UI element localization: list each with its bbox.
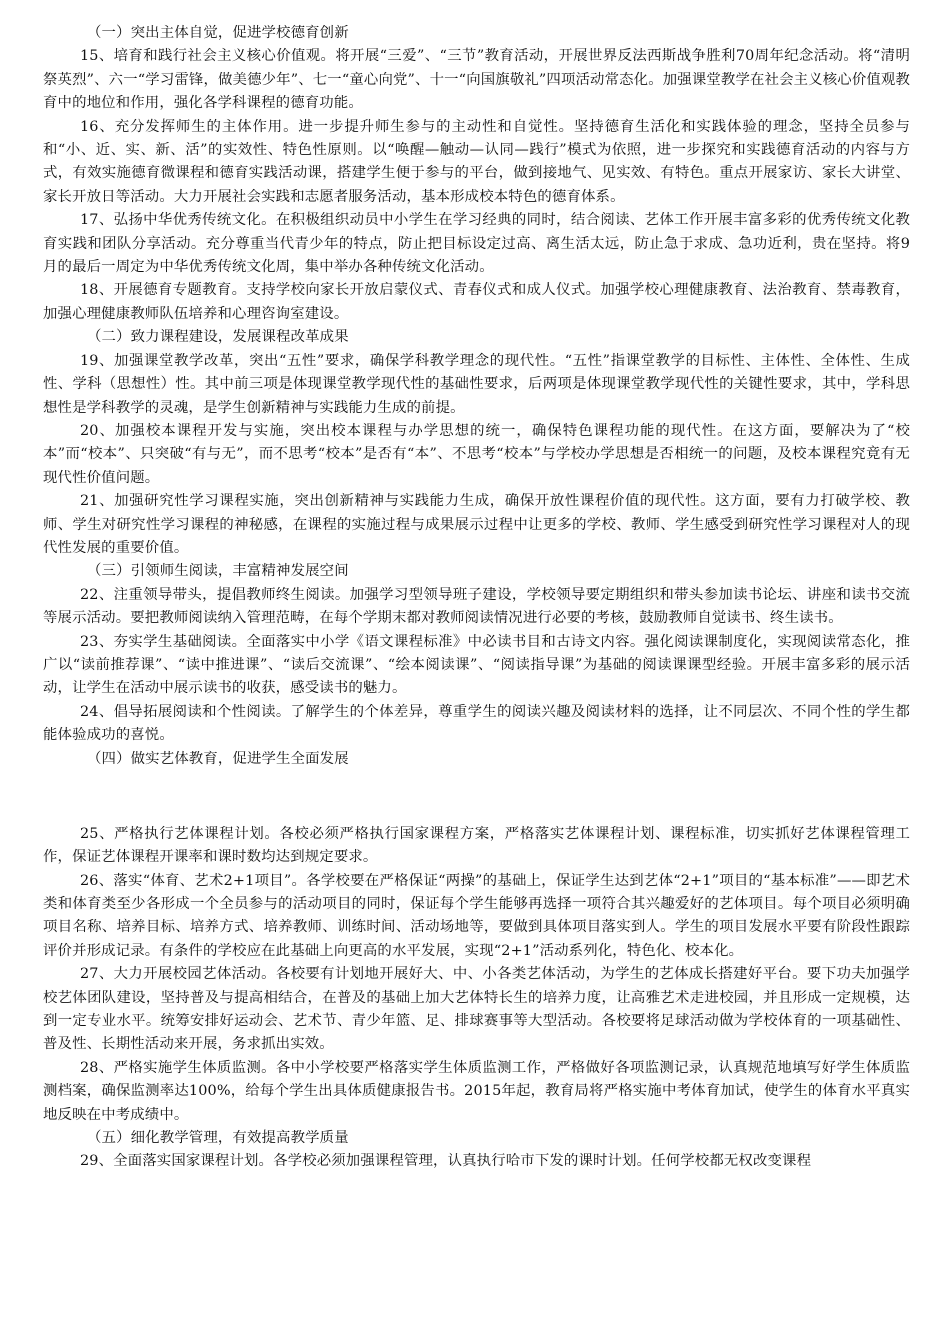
- paragraph: 25、严格执行艺体课程计划。各校必须严格执行国家课程方案，严格落实艺体课程计划、课程标准，切实抓好艺体课程管理工作，保证艺体课程开课率和课时数均达到规定要求。: [43, 825, 910, 866]
- section-heading: （一）突出主体自觉，促进学校德育创新: [87, 25, 349, 41]
- document-body: [43, 22, 910, 1174]
- section-heading: （五）细化教学管理，有效提高教学质量: [87, 1130, 349, 1147]
- paragraph: 21、加强研究性学习课程实施，突出创新精神与实践能力生成，确保开放性课程价值的现代性。这方面，要有力打破学校、教师、学生对研究性学习课程的神秘感，在课程的实施过程与成果展示过程中让更多的学校、教师、学生感受到研究性学习课程对人的现代性发展的重要价值。: [43, 493, 910, 556]
- paragraph: 19、加强课堂教学改革，突出“五性”要求，确保学科教学理念的现代性。“五性”指课堂教学的目标性、主体性、全体性、生成性、学科（思想性）性。其中前三项是体现课堂教学现代性的基础性要求，后两项是体现课堂教学现代性的关键性要求，其中，学科思想性是学科教学的灵魂，是学生创新精神与实践能力生成的前提。: [43, 352, 910, 416]
- section-heading: （二）致力课程建设，发展课程改革成果: [87, 329, 349, 346]
- paragraph: 22、注重领导带头，提倡教师终生阅读。加强学习型领导班子建设，学校领导要定期组织和带头参加读书论坛、讲座和读书交流等展示活动。要把教师阅读纳入管理范畴，在每个学期末都对教师阅读情况进行必要的考核，鼓励教师自觉读书、终生读书。: [43, 586, 910, 627]
- paragraph: 18、开展德育专题教育。支持学校向家长开放启蒙仪式、青春仪式和成人仪式。加强学校心理健康教育、法治教育、禁毒教育，加强心理健康教师队伍培养和心理咨询室建设。: [43, 282, 910, 322]
- paragraph: 15、培育和践行社会主义核心价值观。将开展“三爱”、“三节”教育活动，开展世界反法西斯战争胜利70周年纪念活动。将“清明祭英烈”、六一“学习雷锋，做美德少年”、七一“童心向党”、十一“向国旗敬礼”四项活动常态化。加强课堂教学在社会主义核心价值观教育中的地位和作用，强化各学科课程的德育功能。: [43, 48, 910, 112]
- section-heading: （四）做实艺体教育，促进学生全面发展: [87, 750, 349, 767]
- paragraph: 29、全面落实国家课程计划。各学校必须加强课程管理，认真执行哈市下发的课时计划。任何学校都无权改变课程: [80, 1153, 812, 1170]
- paragraph: 16、充分发挥师生的主体作用。进一步提升师生参与的主动性和自觉性。坚持德育生活化和实践体验的理念，坚持全员参与和“小、近、实、新、活”的实效性、特色性原则。以“唤醒—触动—认同—践行”模式为依照，进一步探究和实践德育活动的内容与方式，有效实施德育微课程和德育实践活动课，搭建学生便于参与的平台，做到接地气、见实效、有特色。重点开展家访、家长大讲堂、家长开放日等活动。大力开展社会实践和志愿者服务活动，基本形成校本特色的德育体系。: [43, 118, 910, 205]
- paragraph: 27、大力开展校园艺体活动。各校要有计划地开展好大、中、小各类艺体活动，为学生的艺体成长搭建好平台。要下功夫加强学校艺体团队建设，坚持普及与提高相结合，在普及的基础上加大艺体特长生的培养力度，让高雅艺术走进校园，并且形成一定规模，达到一定专业水平。统筹安排好运动会、艺术节、青少年篮、足、排球赛事等大型活动。各校要将足球活动做为学校体育的一项基础性、普及性、长期性活动来开展，务求抓出实效。: [43, 966, 910, 1053]
- section-heading: （三）引领师生阅读，丰富精神发展空间: [87, 563, 349, 580]
- paragraph: 24、倡导拓展阅读和个性阅读。了解学生的个体差异，尊重学生的阅读兴趣及阅读材料的选择，让不同层次、不同个性的学生都能体验成功的喜悦。: [43, 703, 910, 744]
- paragraph: 23、夯实学生基础阅读。全面落实中小学《语文课程标准》中必读书目和古诗文内容。强化阅读课制度化，实现阅读常态化，推广以“读前推荐课”、“读中推进课”、“读后交流课”、“绘本阅读课”、“阅读指导课”为基础的阅读课课型经验。开展丰富多彩的展示活动，让学生在活动中展示读书的收获，感受读书的魅力。: [43, 633, 910, 697]
- paragraph: 17、弘扬中华优秀传统文化。在积极组织动员中小学生在学习经典的同时，结合阅读、艺体工作开展丰富多彩的优秀传统文化教育实践和团队分享活动。充分尊重当代青少年的特点，防止把目标设定过高、离生活太远，防止急于求成、急功近利，贵在坚持。将9月的最后一周定为中华优秀传统文化周，集中举办各种传统文化活动。: [43, 212, 910, 276]
- paragraph: 26、落实“体育、艺术2+1项目”。各学校要在严格保证“两操”的基础上，保证学生达到艺体“2+1”项目的“基本标准”——即艺术类和体育类至少各形成一个全员参与的活动项目的同时，保证每个学生能够再选择一项符合其兴趣爱好的艺体项目。每个项目必须明确项目名称、培养目标、培养方式、培养教师、训练时间、活动场地等，要做到具体项目落实到人。学生的项目发展水平要有阶段性跟踪评价并形成记录。有条件的学校应在此基础上向更高的水平发展，实现“2+1”活动系列化，特色化、校本化。: [43, 872, 910, 959]
- paragraph: 20、加强校本课程开发与实施，突出校本课程与办学思想的统一，确保特色课程功能的现代性。在这方面，要解决为了“校本”而“校本”、只突破“有与无”，而不思考“校本”是否有“本”、不思考“校本”与学校办学思想是否相统一的问题，及校本课程究竟有无现代性价值问题。: [43, 422, 910, 486]
- blank-line: [43, 785, 910, 808]
- paragraph: 28、严格实施学生体质监测。各中小学校要严格落实学生体质监测工作，严格做好各项监测记录，认真规范地填写好学生体质监测档案，确保监测率达100%，给每个学生出具体质健康报告书。2015年起，教育局将严格实施中考体育加试，使学生的体育水平真实地反映在中考成绩中。: [43, 1059, 910, 1123]
